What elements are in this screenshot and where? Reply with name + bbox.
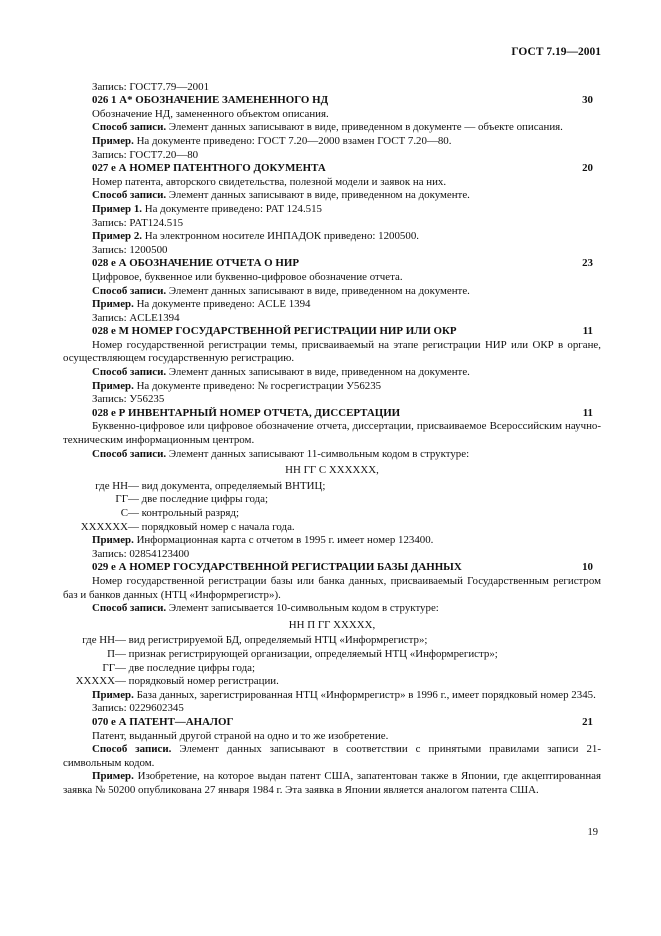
example-label: Пример. [92,770,134,783]
method-paragraph [63,189,601,203]
legend-key: ГГ [102,661,115,674]
section-description: Цифровое, буквенное или буквенно-цифровое обозначение отчета. [92,270,403,283]
field-length: 10 [582,561,593,574]
example-text: Информационная карта с отчетом в 1995 г. имеет номер 123400. [133,534,434,547]
legend-row [63,634,601,648]
section-heading [63,716,601,730]
record-line: Запись: 1200500 [92,243,168,256]
example-text: На документе приведено: PAT 124.515 [142,202,323,215]
example-paragraph [63,203,601,217]
method-text: Элемент записывается 10-символьным кодом в структуре: [166,602,439,615]
page-number: 19 [587,827,598,838]
legend-key: С [120,507,128,519]
example-paragraph [63,534,601,548]
method-paragraph [63,285,601,299]
method-paragraph [63,121,601,135]
legend-row [63,493,601,507]
legend-row [63,675,601,689]
section-description: Буквенно-цифровое или цифровое обозначение отчета, диссертации, присваиваемое Всероссийским научно-техническим информационным центром. [63,420,601,447]
example-paragraph [63,230,601,244]
section-heading [63,94,601,108]
method-text: Элемент данных записывают в виде, приведенном на документе. [166,366,470,379]
example-text: На документе приведено: ГОСТ 7.20—2000 взамен ГОСТ 7.20—80. [133,134,452,147]
legend-desc: — порядковый номер с начала года. [128,520,295,533]
example-paragraph [63,135,601,149]
example-text: База данных, зарегистрированная НТЦ «Информрегистр» в 1996 г., имеет порядковый номер 2345. [133,688,596,701]
example-label: Пример. [92,134,134,147]
record-line: Запись: 02854123400 [92,547,190,560]
method-label: Способ записи. [92,189,167,202]
method-paragraph [63,366,601,380]
example-label: Пример 2. [92,230,143,243]
method-label: Способ записи. [92,284,167,297]
example-label: Пример. [92,688,134,701]
section-description: Патент, выданный другой страной на одно и то же изобретение. [92,729,389,742]
legend-desc: — вид документа, определяемый ВНТИЦ; [128,479,326,492]
code-structure: НН П ГГ ХХХХХ, [288,618,376,631]
legend-key: где НН [95,479,128,492]
example-paragraph [63,380,601,394]
section-title: 028 е А ОБОЗНАЧЕНИЕ ОТЧЕТА О НИР [92,257,299,270]
example-label: Пример 1. [92,202,143,215]
example-label: Пример. [92,534,134,547]
method-text: Элемент данных записывают в виде, приведенном в документе — объекте описания. [166,121,563,134]
method-paragraph [63,743,601,770]
method-paragraph [63,602,601,616]
legend-row [63,648,601,662]
record-line: Запись: ACLE1394 [92,311,180,324]
field-length: 20 [582,162,593,175]
legend-key: где НН [82,634,115,647]
section-title: 026 1 А* ОБОЗНАЧЕНИЕ ЗАМЕНЕННОГО НД [92,94,329,107]
method-text: Элемент данных записывают в виде, приведенном на документе. [166,284,470,297]
legend-row [63,662,601,676]
legend-key: П [107,647,115,660]
method-text: Элемент данных записывают в виде, приведенном на документе. [166,189,470,202]
legend-row [63,507,601,521]
method-label: Способ записи. [92,743,172,756]
example-paragraph [63,689,601,703]
section-heading [63,325,601,339]
section-heading [63,561,601,575]
method-label: Способ записи. [92,121,167,134]
example-paragraph [63,770,601,797]
legend-key: ХХХХХ [75,675,115,688]
section-description: Номер патента, авторского свидетельства, полезной модели и заявок на них. [92,175,447,188]
example-text: На электронном носителе ИНПАДОК приведено: 1200500. [142,230,419,243]
example-text: На документе приведено: ACLE 1394 [133,298,311,311]
method-text: Элемент данных записывают 11-символьным кодом в структуре: [166,447,470,460]
record-line: Запись: ГОСТ7.79—2001 [92,80,210,93]
section-title: 070 е А ПАТЕНТ—АНАЛОГ [92,715,234,728]
example-paragraph [63,298,601,312]
record-line: Запись: PAT124.515 [92,216,184,229]
section-title: 028 е Р ИНВЕНТАРНЫЙ НОМЕР ОТЧЕТА, ДИССЕРТАЦИИ [92,406,401,419]
section-title: 029 е А НОМЕР ГОСУДАРСТВЕННОЙ РЕГИСТРАЦИИ БАЗЫ ДАННЫХ [92,561,462,574]
section-description: Номер государственной регистрации базы или банка данных, присваиваемый Государственным регистром баз и банков данных (НТЦ «Информрегистр»). [63,574,601,601]
record-line: Запись: У56235 [92,393,165,406]
legend-row [63,521,601,535]
code-structure: НН ГГ С ХХХХХХ, [285,464,379,477]
section-heading [63,162,601,176]
section-title: 027 е А НОМЕР ПАТЕНТНОГО ДОКУМЕНТА [92,162,326,175]
legend-desc: — порядковый номер регистрации. [115,675,279,688]
legend-key: ГГ [115,493,128,506]
method-label: Способ записи. [92,447,167,460]
section-heading [63,257,601,271]
example-label: Пример. [92,298,134,311]
section-description: Обозначение НД, замененного объектом описания. [92,107,329,120]
method-label: Способ записи. [92,366,167,379]
field-length: 11 [582,406,593,419]
legend-desc: — признак регистрирующей организации, определяемый НТЦ «Информрегистр»; [115,647,498,660]
example-label: Пример. [92,379,134,392]
legend-desc: — две последние цифры года; [115,661,255,674]
method-paragraph [63,448,601,462]
record-line: Запись: ГОСТ7.20—80 [92,148,199,161]
record-line: Запись: 0229602345 [92,702,184,715]
section-title: 028 е М НОМЕР ГОСУДАРСТВЕННОЙ РЕГИСТРАЦИИ НИР ИЛИ ОКР [92,325,457,338]
section-description: Номер государственной регистрации темы, присваиваемый на этапе регистрации НИР или ОКР в органе, осуществляющем государственную регистрацию. [63,338,601,365]
method-label: Способ записи. [92,602,167,615]
legend-desc: — две последние цифры года; [128,493,268,506]
example-text: На документе приведено: № госрегистрации У56235 [133,379,382,392]
field-length: 30 [582,94,593,107]
page-header: ГОСТ 7.19—2001 [511,46,601,58]
field-length: 11 [582,325,593,338]
section-heading [63,407,601,421]
field-length: 21 [582,715,593,728]
field-length: 23 [582,257,593,270]
legend-desc: — вид регистрируемой БД, определяемый НТЦ «Информрегистр»; [115,634,428,647]
method-text: Элемент данных записывают в соответствии с принятыми правилами записи 21-символьным кодом. [63,743,601,769]
legend-key: ХХХХХХ [80,520,128,533]
example-text: Изобретение, на которое выдан патент США, запатентован также в Японии, где акцептированная заявка № 50200 опубликована 27 января 1984 г. Эта заявка в Японии является аналогом патента США. [63,770,601,796]
legend-desc: — контрольный разряд; [128,507,239,519]
legend-row [63,480,601,494]
